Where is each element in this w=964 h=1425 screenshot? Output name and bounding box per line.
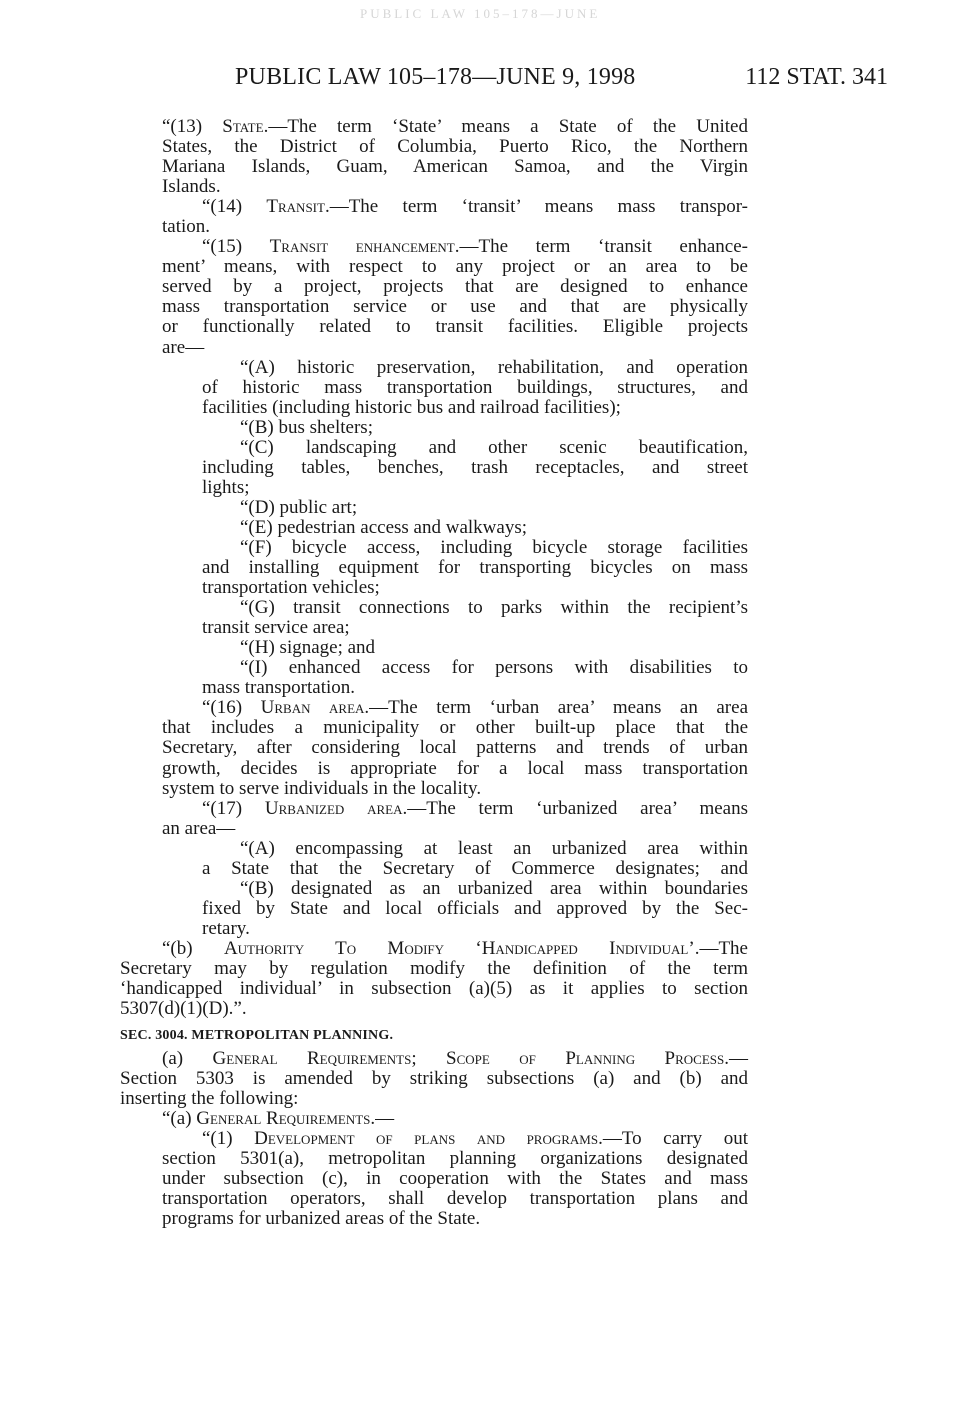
text-run: a State that the Secretary of Commerce designates; and xyxy=(202,857,748,879)
text-line xyxy=(120,478,748,498)
small-caps-term: Transit xyxy=(266,196,325,218)
text-run: “(A) encompassing at least an urbanized area within xyxy=(240,837,748,859)
text-run: .— xyxy=(724,1048,748,1070)
text-line xyxy=(120,1129,748,1149)
text-run: States, the District of Columbia, Puerto Rico, the Northern xyxy=(162,136,748,158)
text-line xyxy=(120,598,748,618)
text-run: “(C) landscaping and other scenic beautification, xyxy=(240,436,748,458)
text-line xyxy=(120,939,748,959)
text-run: growth, decides is appropriate for a local mass transportation xyxy=(162,757,748,779)
text-line xyxy=(120,277,748,297)
text-line xyxy=(120,518,748,538)
text-run: Mariana Islands, Guam, American Samoa, and the Virgin xyxy=(162,156,748,178)
text-line xyxy=(120,418,748,438)
text-line xyxy=(120,658,748,678)
text-run: “(14) xyxy=(202,196,267,218)
text-run: section 5301(a), metropolitan planning organizations designated xyxy=(162,1148,748,1170)
text-line xyxy=(120,578,748,598)
text-line xyxy=(120,1209,748,1229)
text-run: Secretary, after considering local patterns and trends of urban xyxy=(162,737,748,759)
text-run: “(a) xyxy=(162,1108,197,1130)
text-run: “(13) xyxy=(162,116,223,137)
text-run: “(16) xyxy=(202,697,261,719)
small-caps-term: Authority To Modify ‘Handicapped Individual’ xyxy=(223,937,695,959)
small-caps-term: Transit enhancement xyxy=(269,236,455,258)
text-run: including tables, benches, trash receptacles, and street xyxy=(202,456,748,478)
text-run: “(D) public art; xyxy=(240,496,358,518)
text-line xyxy=(120,538,748,558)
text-run: “(15) xyxy=(202,236,270,258)
text-run: are— xyxy=(162,336,205,358)
text-line xyxy=(120,698,748,718)
text-line xyxy=(120,899,748,919)
text-line xyxy=(120,1149,748,1169)
text-line xyxy=(120,638,748,658)
text-run: .—The term ‘transit enhance- xyxy=(454,236,748,258)
text-line xyxy=(120,678,748,698)
text-run: “(I) enhanced access for persons with disabilities to xyxy=(240,657,748,679)
text-run: served by a project, projects that are designed to enhance xyxy=(162,276,748,298)
text-line xyxy=(120,999,748,1019)
text-line xyxy=(120,237,748,257)
text-line xyxy=(120,398,748,418)
text-line xyxy=(120,879,748,899)
text-line xyxy=(120,1069,748,1089)
text-run: retary. xyxy=(202,917,250,939)
text-line xyxy=(120,819,748,839)
text-run: .—To carry out xyxy=(598,1128,748,1150)
small-caps-term: General Requirements xyxy=(196,1108,371,1130)
text-run: Secretary may by regulation modify the definition of the term xyxy=(120,957,748,979)
text-line xyxy=(120,338,748,358)
text-line xyxy=(120,257,748,277)
text-run: or functionally related to transit facilities. Eligible projects xyxy=(162,316,748,338)
text-run: “(A) historic preservation, rehabilitation, and operation xyxy=(240,356,748,378)
section-heading: SEC. 3004. METROPOLITAN PLANNING. xyxy=(120,1028,394,1044)
text-line xyxy=(120,498,748,518)
text-line xyxy=(120,759,748,779)
text-line xyxy=(120,137,748,157)
small-caps-term: General Requirements; Scope of Planning Process xyxy=(212,1048,725,1070)
text-line xyxy=(120,297,748,317)
text-run: “(17) xyxy=(202,797,265,819)
text-run: of historic mass transportation buildings, structures, and xyxy=(202,376,748,398)
text-run: “(B) designated as an urbanized area within boundaries xyxy=(240,877,748,899)
text-run: .— xyxy=(370,1108,395,1130)
statute-body xyxy=(120,117,748,1230)
text-line xyxy=(120,117,748,137)
text-run: “(F) bicycle access, including bicycle storage facilities xyxy=(240,536,748,558)
text-line xyxy=(120,1089,748,1109)
text-line xyxy=(120,779,748,799)
text-run: .—The term ‘urbanized area’ means xyxy=(402,797,749,819)
text-line xyxy=(120,859,748,879)
text-run: 5307(d)(1)(D).”. xyxy=(120,998,247,1020)
text-line xyxy=(120,919,748,939)
small-caps-term: Urbanized area xyxy=(264,797,403,819)
text-run: mass transportation service or use and that are physically xyxy=(162,296,748,318)
text-run: inserting the following: xyxy=(120,1088,299,1110)
text-run: “(B) bus shelters; xyxy=(240,416,373,438)
text-run: “(E) pedestrian access and walkways; xyxy=(240,516,527,538)
text-line xyxy=(120,1049,748,1069)
text-line xyxy=(120,458,748,478)
text-run: an area— xyxy=(162,817,236,839)
text-line xyxy=(120,839,748,859)
text-line xyxy=(120,1189,748,1209)
header-page-number: 112 STAT. 341 xyxy=(745,64,888,90)
text-run: transportation operators, shall develop transportation plans and xyxy=(162,1188,748,1210)
page-header xyxy=(120,64,888,100)
text-line xyxy=(120,1169,748,1189)
text-run: lights; xyxy=(202,476,250,498)
text-line xyxy=(120,979,748,999)
text-run: “(G) transit connections to parks within the recipient’s xyxy=(240,597,748,619)
text-line xyxy=(120,358,748,378)
small-caps-term: Urban area xyxy=(260,697,365,719)
text-run: (a) xyxy=(162,1048,213,1070)
text-run: “(1) xyxy=(202,1128,255,1150)
text-run: and installing equipment for transporting bicycles on mass xyxy=(202,557,748,579)
text-line xyxy=(120,959,748,979)
text-line xyxy=(120,1109,748,1129)
text-run: facilities (including historic bus and railroad facilities); xyxy=(202,396,621,418)
text-run: .—The xyxy=(694,937,748,959)
text-line xyxy=(120,317,748,337)
text-run: .—The term ‘urban area’ means an area xyxy=(364,697,749,719)
text-run: ‘handicapped individual’ in subsection (a)(5) as it applies to section xyxy=(120,978,748,1000)
text-run: mass transportation. xyxy=(202,677,356,699)
text-run: tation. xyxy=(162,216,211,238)
small-caps-term: State xyxy=(222,116,264,137)
text-line xyxy=(120,197,748,217)
text-run: Section 5303 is amended by striking subsections (a) and (b) and xyxy=(120,1068,748,1090)
text-run: system to serve individuals in the locality. xyxy=(162,777,482,799)
text-run: that includes a municipality or other built-up place that the xyxy=(162,717,748,739)
text-run: under subsection (c), in cooperation with the States and mass xyxy=(162,1168,748,1190)
text-line xyxy=(120,558,748,578)
text-run: fixed by State and local officials and approved by the Sec- xyxy=(202,897,748,919)
text-line xyxy=(120,157,748,177)
header-title: PUBLIC LAW 105–178—JUNE 9, 1998 xyxy=(235,64,636,90)
text-run: transportation vehicles; xyxy=(202,577,380,599)
text-run: Islands. xyxy=(162,176,221,198)
text-run: transit service area; xyxy=(202,617,350,639)
text-line xyxy=(120,799,748,819)
text-run: “(b) xyxy=(162,937,224,959)
text-line xyxy=(120,438,748,458)
text-line xyxy=(120,718,748,738)
text-line xyxy=(120,217,748,237)
text-line xyxy=(120,618,748,638)
small-caps-term: Development of plans and programs xyxy=(254,1128,599,1150)
text-line xyxy=(120,177,748,197)
text-run: ment’ means, with respect to any project or an area to be xyxy=(162,256,748,278)
text-line xyxy=(120,738,748,758)
text-line xyxy=(120,378,748,398)
text-run: .—The term ‘transit’ means mass transpor- xyxy=(324,196,748,218)
text-run: .—The term ‘State’ means a State of the United xyxy=(263,116,748,137)
text-run: programs for urbanized areas of the State. xyxy=(162,1208,481,1230)
text-run: “(H) signage; and xyxy=(240,637,376,659)
show-through-text: PUBLIC LAW 105–178—JUNE xyxy=(360,6,601,20)
